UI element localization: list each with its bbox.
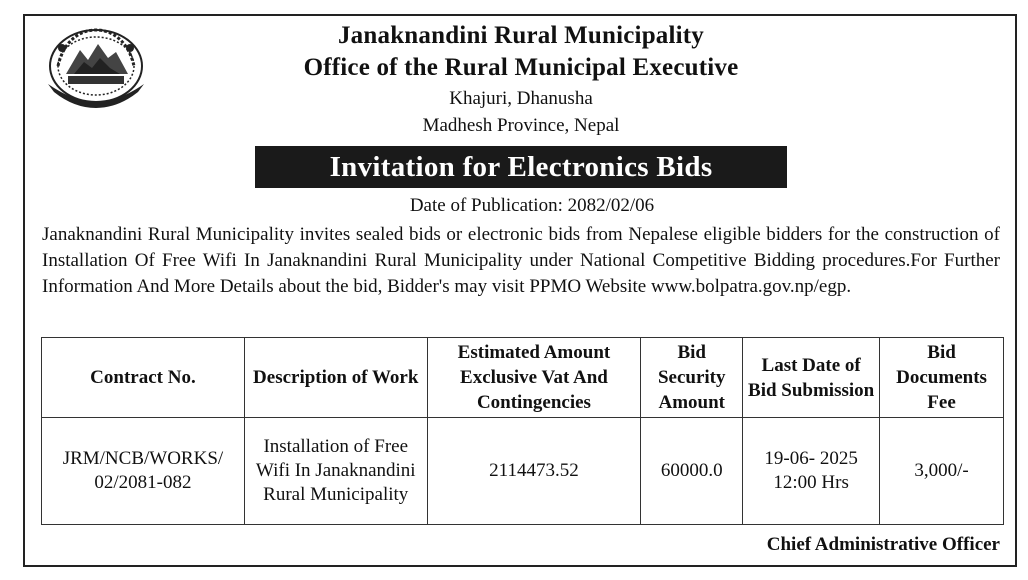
- header-estimated-amount: Estimated Amount Exclusive Vat And Contingencies: [427, 338, 641, 418]
- table-row: [42, 418, 1004, 525]
- address-line-2: Madhesh Province, Nepal: [422, 115, 620, 136]
- bid-table: [41, 337, 1004, 525]
- header-last-date: Last Date of Bid Submission: [743, 338, 880, 418]
- org-name: Janaknandini Rural Municipality: [337, 22, 705, 49]
- cell-estimated-amount: 2114473.52: [427, 418, 641, 525]
- cell-documents-fee: 3,000/-: [880, 418, 1004, 525]
- header-documents-fee: Bid Documents Fee: [880, 338, 1004, 418]
- cell-last-date: [743, 418, 880, 525]
- last-date-value: 19-06- 2025: [764, 448, 858, 469]
- address-line-1: Khajuri, Dhanusha: [449, 88, 593, 109]
- table-header-row: [42, 338, 1004, 418]
- header-contract-no: Contract No.: [42, 338, 245, 418]
- cell-bid-security: 60000.0: [641, 418, 743, 525]
- notice-title: Invitation for Electronics Bids: [255, 146, 787, 188]
- notice-body: Janaknandini Rural Municipality invites sealed bids or electronic bids from Nepalese eligible bidders for the construction of Installation Of Free Wifi In Janaknandini Rural Municipality under National Competitive Bidding procedures.For Further Information And More Details about the bid, Bidder's may visit PPMO Website www.bolpatra.gov.np/egp.: [42, 224, 1000, 297]
- office-name: Office of the Rural Municipal Executive: [303, 54, 739, 81]
- cell-contract-no: JRM/NCB/WORKS/ 02/2081-082: [42, 418, 245, 525]
- cell-description: Installation of Free Wifi In Janaknandini Rural Municipality: [244, 418, 427, 525]
- last-time-value: 12:00 Hrs: [773, 472, 849, 493]
- header-description: Description of Work: [244, 338, 427, 418]
- signatory: Chief Administrative Officer: [766, 534, 1000, 555]
- publication-date: Date of Publication: 2082/02/06: [409, 195, 655, 216]
- header-bid-security: Bid Security Amount: [641, 338, 743, 418]
